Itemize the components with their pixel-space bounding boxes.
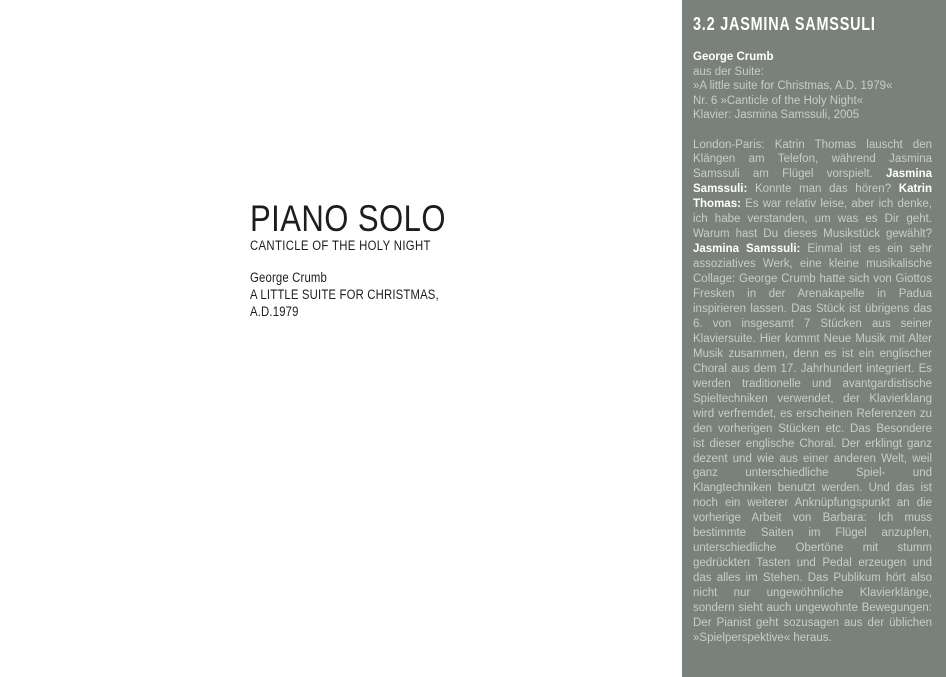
page-subtitle: CANTICLE OF THE HOLY NIGHT bbox=[250, 238, 431, 253]
work-credit-title: A LITTLE SUITE FOR CHRISTMAS, bbox=[250, 287, 439, 302]
interview-text: London-Paris: Katrin Thomas lauscht den Klängen am Telefon, während Jasmina Samssuli am Flügel vorspielt. Jasmina Samssuli: Konnte man das hören? Katrin Thomas: Es war relativ leise, aber ich denke, ich habe verstanden, um was es Dir geht. Warum hast Du dieses Musikstück gewählt? Jasmina Samssuli: Einmal ist es ein sehr assoziatives Werk, eine kleine musikalische Collage: George Crumb hatte sich von Giottos Fresken in der Arenakapelle in Padua inspirieren lassen. Das Stück ist übrigens das 6. von insgesamt 7 Stücken aus seiner Klaviersuite. Hier kommt Neue Musik mit Alter Musik zusammen, denn es ist ein englischer Choral aus dem 17. Jahrhundert integriert. Es werden traditionelle und avantgardistische Spieltechniken verwendet, der Klavierklang wird verfremdet, es erscheinen Referenzen zu den vorherigen Stücken etc. Das Besondere ist dieser englische Choral. Der erklingt ganz dezent und wie aus einer anderen Welt, weil ganz unterschiedliche Spiel- und Klangtechniken benutzt werden. Und das ist noch ein weiterer Anknüpfungspunkt an die vorherige Arbeit von Barbara: Ich muss bestimmte Saiten im Flügel anzupfen, unterschiedliche Obertöne mit stumm gedrückten Tasten und Pedal erzeugen und das alles im Stehen. Das Publikum hört also nicht nur ungewöhnliche Klavierklänge, sondern sieht auch ungewohnte Bewegungen: Der Pianist geht sozusagen aus der üblichen »Spielperspektive« heraus. bbox=[693, 138, 932, 644]
credits-line: aus der Suite: bbox=[693, 65, 764, 78]
work-credit bbox=[250, 269, 446, 320]
right-panel bbox=[682, 0, 946, 677]
credits-line: »A little suite for Christmas, A.D. 1979« bbox=[693, 80, 893, 92]
section-heading: 3.2 JASMINA SAMSSULI bbox=[693, 14, 876, 34]
piece-credits bbox=[693, 50, 932, 123]
credits-composer: George Crumb bbox=[693, 51, 774, 63]
credits-line: Nr. 6 »Canticle of the Holy Night« bbox=[693, 94, 864, 107]
work-credit-composer: George Crumb bbox=[250, 270, 328, 285]
credits-line: Klavier: Jasmina Samssuli, 2005 bbox=[693, 109, 860, 121]
work-credit-year: A.D.1979 bbox=[250, 304, 299, 319]
page-title: PIANO SOLO bbox=[250, 198, 446, 239]
title-block bbox=[250, 200, 446, 320]
